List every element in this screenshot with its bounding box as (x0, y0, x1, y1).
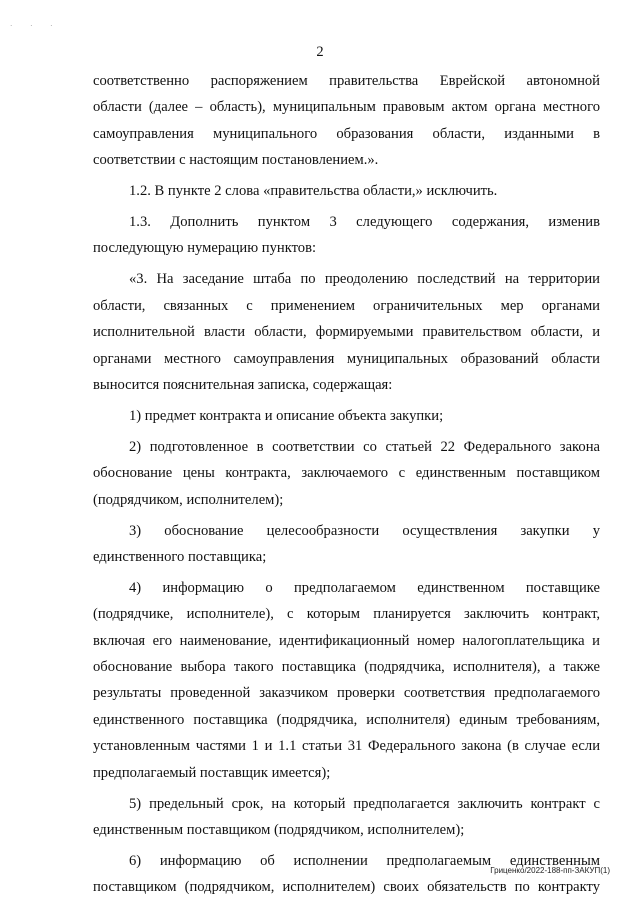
paragraph-item-4 (93, 575, 600, 786)
text-line: результаты проведенной заказчиком проверки соответствия предполагаемого (93, 685, 600, 702)
text-line: поставщиком (подрядчиком, исполнителем) своих обязательств по контракту (93, 879, 600, 896)
text-line: обоснование выбора такого поставщика (подрядчика, исполнителя), а также (93, 659, 600, 676)
paragraph-item-2 (93, 434, 600, 513)
text-line: единственного поставщика (подрядчика, исполнителя) единым требованиям, (93, 711, 600, 728)
text-line: области, связанных с применением ограничительных мер органами (93, 297, 600, 314)
text-line: 3) обоснование целесообразности осуществления закупки у (129, 522, 600, 539)
text-line: предполагаемый поставщик имеется); (93, 764, 331, 781)
paragraph-item-3 (93, 518, 600, 571)
text-line: (подрядчиком, исполнителем); (93, 491, 284, 508)
scan-corner-marks: · · · (10, 22, 61, 30)
document-footer-code: Гриценко/2022-188-пп-ЗАКУП(1) (490, 866, 610, 875)
text-line: (подрядчике, исполнителе), с которым планируется заключить контракт, (93, 606, 600, 623)
text-line: соответствии с настоящим постановлением.». (93, 152, 379, 169)
page-number: 2 (316, 44, 324, 60)
document-body (93, 68, 600, 905)
text-line: 2) подготовленное в соответствии со статьей 22 Федерального закона (129, 438, 600, 455)
text-line: исполнительной власти области, формируемыми правительством области, и (93, 324, 600, 341)
text-line: включая его наименование, идентификационный номер налогоплательщика и (93, 632, 600, 649)
paragraph-p-1-2 (93, 178, 600, 204)
paragraph-item-5 (93, 791, 600, 844)
text-line: единственным поставщиком (подрядчиком, исполнителем); (93, 821, 465, 838)
text-line: 1.3. Дополнить пунктом 3 следующего содержания, изменив (129, 214, 600, 231)
text-line: обоснование цены контракта, заключаемого с единственным поставщиком (93, 465, 600, 482)
text-line: последующую нумерацию пунктов: (93, 240, 317, 257)
text-line: 1.2. В пункте 2 слова «правительства области,» исключить. (129, 183, 498, 200)
text-line: 6) информацию об исполнении предполагаемым единственным (129, 852, 600, 869)
paragraph-item-1 (93, 403, 600, 429)
paragraph-p-continuation (93, 68, 600, 174)
text-line: установленным частями 1 и 1.1 статьи 31 Федерального закона (в случае если (93, 738, 600, 755)
paragraph-p-3 (93, 266, 600, 398)
text-line: «3. На заседание штаба по преодолению последствий на территории (129, 271, 600, 288)
text-line: органами местного самоуправления муниципальных образований области (93, 350, 600, 367)
text-line: 5) предельный срок, на который предполагается заключить контракт с (129, 795, 600, 812)
text-line: единственного поставщика; (93, 548, 267, 565)
text-line: области (далее – область), муниципальным правовым актом органа местного (93, 99, 600, 116)
text-line: 4) информацию о предполагаемом единственном поставщике (129, 579, 600, 596)
text-line: соответственно распоряжением правительства Еврейской автономной (93, 73, 600, 89)
text-line: самоуправления муниципального образования области, изданными в (93, 125, 600, 142)
text-line: выносится пояснительная записка, содержащая: (93, 376, 393, 393)
paragraph-p-1-3 (93, 209, 600, 262)
text-line: 1) предмет контракта и описание объекта закупки; (129, 407, 444, 424)
